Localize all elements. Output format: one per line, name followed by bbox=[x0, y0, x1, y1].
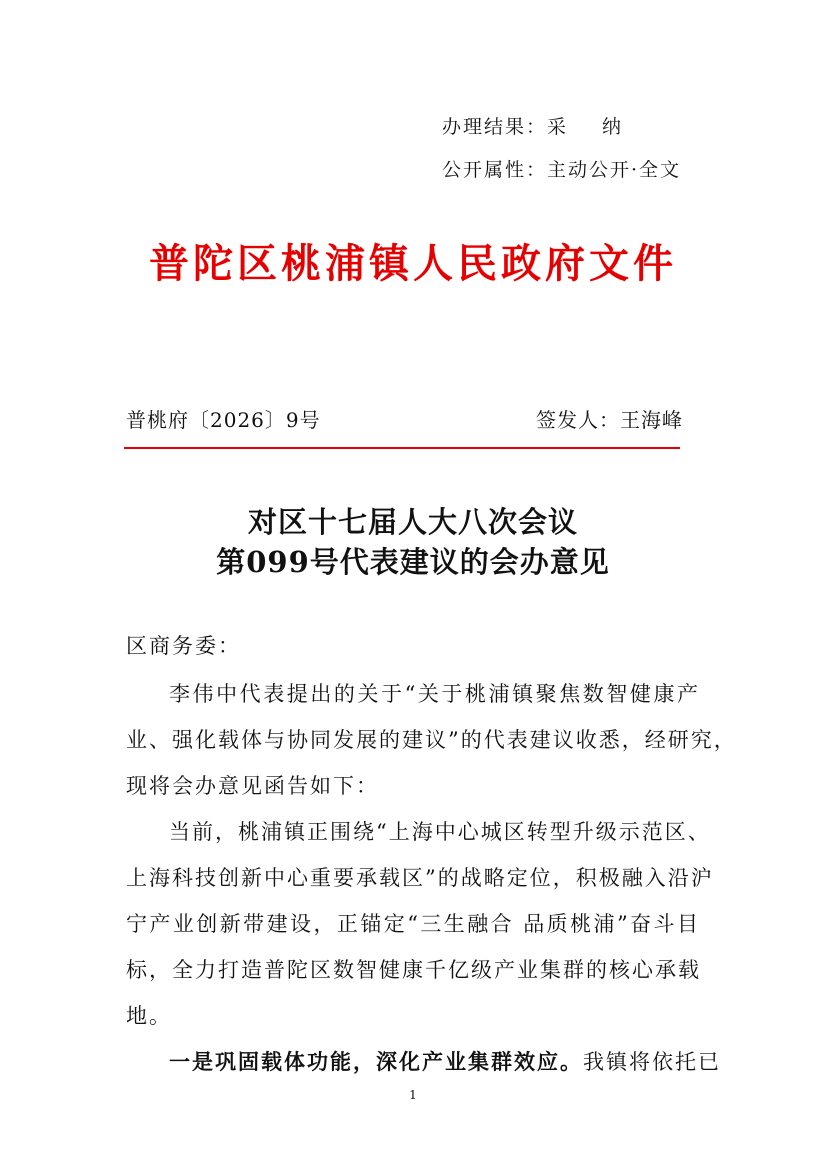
handling-result-value-part2: 纳 bbox=[602, 116, 624, 138]
document-title-line-2: 第099号代表建议的会办意见 bbox=[216, 545, 610, 579]
public-attribute-label: 公开属性： bbox=[442, 159, 548, 181]
document-title-line-1: 对区十七届人大八次会议 bbox=[247, 505, 578, 539]
public-attribute bbox=[442, 155, 681, 182]
paragraph-3-line-1 bbox=[169, 1046, 721, 1076]
header-divider bbox=[124, 447, 680, 449]
document-number: 普桃府〔2026〕9号 bbox=[126, 408, 321, 432]
signer: 签发人：王海峰 bbox=[536, 408, 683, 432]
paragraph-3-lead: 一是巩固载体功能，深化产业集群效应。 bbox=[169, 1049, 583, 1074]
page-number: 1 bbox=[409, 1088, 417, 1102]
paragraph-1-line-3: 现将会办意见函告如下： bbox=[126, 774, 379, 798]
issuing-organization-header: 普陀区桃浦镇人民政府文件 bbox=[149, 240, 677, 287]
paragraph-1-line-1: 李伟中代表提出的关于“关于桃浦镇聚焦数智健康产 bbox=[169, 682, 700, 706]
paragraph-2-line-3: 宁产业创新带建设，正锚定“三生融合 品质桃浦”奋斗目 bbox=[126, 912, 700, 936]
handling-result bbox=[442, 112, 623, 139]
public-attribute-value: 主动公开·全文 bbox=[547, 159, 682, 181]
paragraph-2-line-1: 当前，桃浦镇正围绕“上海中心城区转型升级示范区、 bbox=[169, 820, 711, 844]
handling-result-label: 办理结果： bbox=[442, 116, 548, 138]
paragraph-3-text: 我镇将依托已 bbox=[583, 1050, 721, 1074]
paragraph-2-line-2: 上海科技创新中心重要承载区”的战略定位，积极融入沿沪 bbox=[126, 866, 714, 890]
paragraph-2-line-4: 标，全力打造普陀区数智健康千亿级产业集群的核心承载 bbox=[126, 958, 701, 982]
paragraph-2-line-5: 地。 bbox=[126, 1004, 172, 1028]
handling-result-value-part1: 采 bbox=[547, 116, 569, 138]
paragraph-1-line-2: 业、强化载体与协同发展的建议”的代表建议收悉，经研究， bbox=[126, 728, 737, 752]
salutation: 区商务委： bbox=[126, 634, 241, 658]
